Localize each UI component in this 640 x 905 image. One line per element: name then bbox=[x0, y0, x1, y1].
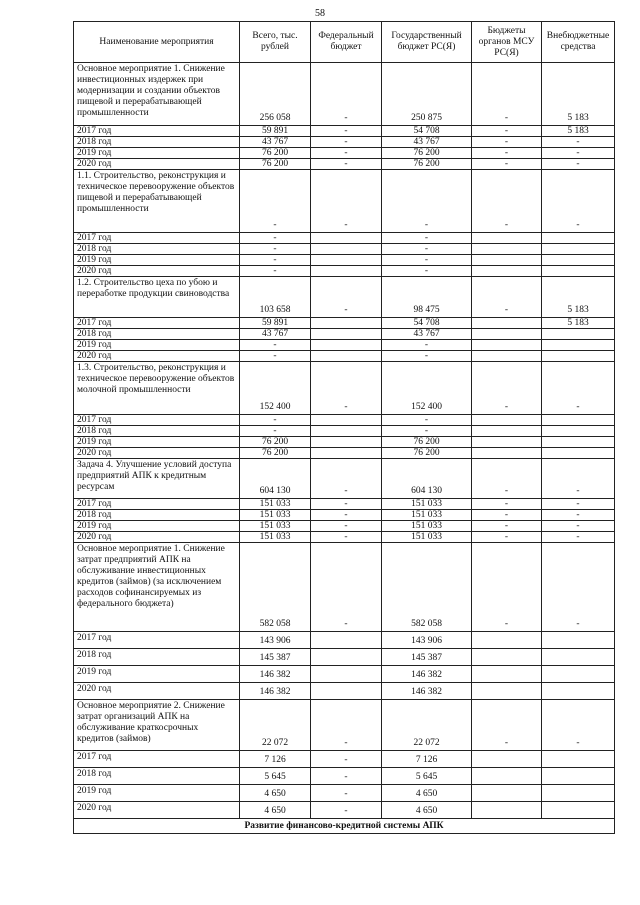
table-header-row bbox=[74, 22, 615, 63]
value-cell: - bbox=[311, 362, 382, 415]
value-cell: 151 033 bbox=[240, 521, 311, 532]
value-cell: - bbox=[542, 510, 615, 521]
value-cell bbox=[542, 683, 615, 700]
value-cell bbox=[542, 340, 615, 351]
value-cell: 22 072 bbox=[240, 700, 311, 751]
value-cell bbox=[311, 255, 382, 266]
table-year-row bbox=[74, 137, 615, 148]
table-year-row bbox=[74, 499, 615, 510]
value-cell: - bbox=[311, 521, 382, 532]
table-year-row bbox=[74, 244, 615, 255]
value-cell: - bbox=[311, 459, 382, 499]
table-year-row bbox=[74, 785, 615, 802]
value-cell: - bbox=[472, 510, 542, 521]
value-cell: - bbox=[311, 543, 382, 632]
value-cell: - bbox=[311, 751, 382, 768]
value-cell: 59 891 bbox=[240, 126, 311, 137]
table-footer-row bbox=[74, 819, 615, 834]
row-name-cell: 2018 год bbox=[74, 649, 240, 666]
value-cell: - bbox=[382, 426, 472, 437]
table-year-row bbox=[74, 329, 615, 340]
table-year-row bbox=[74, 266, 615, 277]
value-cell bbox=[311, 437, 382, 448]
value-cell bbox=[311, 329, 382, 340]
table-section-row bbox=[74, 700, 615, 751]
value-cell: - bbox=[311, 63, 382, 126]
value-cell: - bbox=[311, 700, 382, 751]
value-cell bbox=[542, 255, 615, 266]
table-year-row bbox=[74, 521, 615, 532]
table-section-row bbox=[74, 277, 615, 318]
value-cell bbox=[311, 649, 382, 666]
value-cell: 151 033 bbox=[240, 532, 311, 543]
value-cell: 5 183 bbox=[542, 63, 615, 126]
row-name-cell: 2020 год bbox=[74, 159, 240, 170]
value-cell: 582 058 bbox=[382, 543, 472, 632]
header-cell: Наименование мероприятия bbox=[74, 22, 240, 63]
value-cell: - bbox=[472, 63, 542, 126]
value-cell bbox=[472, 255, 542, 266]
table-year-row bbox=[74, 415, 615, 426]
value-cell: - bbox=[382, 233, 472, 244]
value-cell: - bbox=[472, 362, 542, 415]
row-name-cell: 2019 год bbox=[74, 785, 240, 802]
value-cell: - bbox=[472, 499, 542, 510]
row-name-cell: 2019 год bbox=[74, 666, 240, 683]
value-cell: - bbox=[542, 459, 615, 499]
row-name-cell: 2018 год bbox=[74, 510, 240, 521]
row-name-cell: 2018 год bbox=[74, 426, 240, 437]
table-year-row bbox=[74, 437, 615, 448]
value-cell: 582 058 bbox=[240, 543, 311, 632]
row-name-cell: 2020 год bbox=[74, 351, 240, 362]
value-cell bbox=[472, 415, 542, 426]
table-section-row bbox=[74, 170, 615, 233]
row-name-cell: 2017 год bbox=[74, 751, 240, 768]
value-cell: 151 033 bbox=[382, 499, 472, 510]
value-cell: 98 475 bbox=[382, 277, 472, 318]
header-cell: Бюджеты органов МСУ РС(Я) bbox=[472, 22, 542, 63]
value-cell: - bbox=[382, 415, 472, 426]
table-year-row bbox=[74, 683, 615, 700]
value-cell bbox=[472, 329, 542, 340]
value-cell: - bbox=[542, 543, 615, 632]
value-cell: - bbox=[542, 362, 615, 415]
value-cell bbox=[472, 666, 542, 683]
value-cell: 151 033 bbox=[382, 532, 472, 543]
value-cell bbox=[542, 233, 615, 244]
value-cell: - bbox=[542, 148, 615, 159]
value-cell bbox=[311, 244, 382, 255]
value-cell: 5 645 bbox=[382, 768, 472, 785]
value-cell: - bbox=[311, 785, 382, 802]
value-cell: - bbox=[472, 543, 542, 632]
budget-table bbox=[73, 21, 615, 834]
value-cell: 43 767 bbox=[382, 329, 472, 340]
row-name-cell: 2020 год bbox=[74, 266, 240, 277]
row-name-cell: 2020 год bbox=[74, 448, 240, 459]
value-cell: - bbox=[311, 126, 382, 137]
row-name-cell: Основное мероприятие 2. Снижение затрат организаций АПК на обслуживание краткосрочных кредитов (займов) bbox=[74, 700, 240, 751]
row-name-cell: 2017 год bbox=[74, 126, 240, 137]
value-cell: 4 650 bbox=[240, 802, 311, 819]
header-cell: Всего, тыс. рублей bbox=[240, 22, 311, 63]
value-cell: - bbox=[311, 159, 382, 170]
value-cell: - bbox=[311, 277, 382, 318]
value-cell: 76 200 bbox=[240, 448, 311, 459]
value-cell bbox=[542, 448, 615, 459]
value-cell bbox=[542, 785, 615, 802]
value-cell bbox=[472, 244, 542, 255]
row-name-cell: 2020 год bbox=[74, 802, 240, 819]
row-name-cell: 2020 год bbox=[74, 532, 240, 543]
value-cell: - bbox=[311, 148, 382, 159]
value-cell: 250 875 bbox=[382, 63, 472, 126]
value-cell: - bbox=[472, 700, 542, 751]
value-cell: - bbox=[240, 233, 311, 244]
value-cell: 5 645 bbox=[240, 768, 311, 785]
table-year-row bbox=[74, 318, 615, 329]
value-cell: - bbox=[240, 170, 311, 233]
value-cell: - bbox=[542, 700, 615, 751]
table-section-row bbox=[74, 63, 615, 126]
value-cell bbox=[311, 351, 382, 362]
value-cell: 145 387 bbox=[382, 649, 472, 666]
table-year-row bbox=[74, 126, 615, 137]
row-name-cell: 1.1. Строительство, реконструкция и техническое перевооружение объектов пищевой и перерабатывающей промышленности bbox=[74, 170, 240, 233]
value-cell bbox=[542, 802, 615, 819]
value-cell: - bbox=[240, 266, 311, 277]
table-year-row bbox=[74, 666, 615, 683]
value-cell: - bbox=[311, 802, 382, 819]
value-cell: 54 708 bbox=[382, 126, 472, 137]
value-cell: - bbox=[311, 768, 382, 785]
row-name-cell: Основное мероприятие 1. Снижение затрат предприятий АПК на обслуживание инвестиционных кредитов (займов) (за исключением расходов софинансируемых из федерального бюджета) bbox=[74, 543, 240, 632]
header-cell: Федеральный бюджет bbox=[311, 22, 382, 63]
header-cell: Государственный бюджет РС(Я) bbox=[382, 22, 472, 63]
value-cell bbox=[472, 351, 542, 362]
value-cell bbox=[472, 340, 542, 351]
value-cell: - bbox=[382, 255, 472, 266]
table-year-row bbox=[74, 802, 615, 819]
value-cell: - bbox=[311, 499, 382, 510]
value-cell: 76 200 bbox=[382, 448, 472, 459]
table-year-row bbox=[74, 448, 615, 459]
table-year-row bbox=[74, 510, 615, 521]
value-cell: - bbox=[472, 459, 542, 499]
value-cell bbox=[542, 437, 615, 448]
value-cell: - bbox=[311, 137, 382, 148]
value-cell bbox=[472, 768, 542, 785]
value-cell: 151 033 bbox=[382, 521, 472, 532]
value-cell: 22 072 bbox=[382, 700, 472, 751]
value-cell bbox=[542, 768, 615, 785]
row-name-cell: 2017 год bbox=[74, 499, 240, 510]
value-cell: 76 200 bbox=[240, 159, 311, 170]
value-cell: - bbox=[472, 277, 542, 318]
value-cell: - bbox=[240, 415, 311, 426]
page-number: 58 bbox=[315, 8, 325, 19]
table-year-row bbox=[74, 340, 615, 351]
value-cell: 4 650 bbox=[382, 785, 472, 802]
value-cell bbox=[542, 649, 615, 666]
value-cell: - bbox=[240, 340, 311, 351]
table-year-row bbox=[74, 426, 615, 437]
value-cell: 151 033 bbox=[240, 499, 311, 510]
value-cell bbox=[472, 649, 542, 666]
value-cell: - bbox=[382, 340, 472, 351]
value-cell: 152 400 bbox=[382, 362, 472, 415]
value-cell bbox=[311, 233, 382, 244]
row-name-cell: 2017 год bbox=[74, 632, 240, 649]
value-cell: - bbox=[240, 351, 311, 362]
value-cell bbox=[472, 233, 542, 244]
row-name-cell: 2018 год bbox=[74, 329, 240, 340]
value-cell: 76 200 bbox=[240, 437, 311, 448]
value-cell: 43 767 bbox=[240, 137, 311, 148]
row-name-cell: 2017 год bbox=[74, 318, 240, 329]
row-name-cell: Основное мероприятие 1. Снижение инвестиционных издержек при модернизации и создании объектов пищевой и перерабатывающей промышленности bbox=[74, 63, 240, 126]
header-cell: Внебюджетные средства bbox=[542, 22, 615, 63]
table-year-row bbox=[74, 649, 615, 666]
value-cell bbox=[472, 426, 542, 437]
table-year-row bbox=[74, 532, 615, 543]
row-name-cell: 2020 год bbox=[74, 683, 240, 700]
value-cell: - bbox=[311, 170, 382, 233]
value-cell: 76 200 bbox=[240, 148, 311, 159]
value-cell: 146 382 bbox=[382, 666, 472, 683]
value-cell: - bbox=[472, 137, 542, 148]
value-cell: 43 767 bbox=[382, 137, 472, 148]
value-cell: - bbox=[542, 532, 615, 543]
value-cell: 145 387 bbox=[240, 649, 311, 666]
table-year-row bbox=[74, 233, 615, 244]
value-cell bbox=[472, 632, 542, 649]
row-name-cell: 2019 год bbox=[74, 521, 240, 532]
value-cell: - bbox=[472, 148, 542, 159]
row-name-cell: 2017 год bbox=[74, 233, 240, 244]
value-cell bbox=[311, 415, 382, 426]
row-name-cell: 1.2. Строительство цеха по убою и переработке продукции свиноводства bbox=[74, 277, 240, 318]
value-cell bbox=[311, 666, 382, 683]
value-cell bbox=[542, 666, 615, 683]
value-cell: 604 130 bbox=[382, 459, 472, 499]
value-cell: - bbox=[382, 266, 472, 277]
value-cell: - bbox=[382, 351, 472, 362]
value-cell bbox=[472, 683, 542, 700]
value-cell: 43 767 bbox=[240, 329, 311, 340]
row-name-cell: 2019 год bbox=[74, 340, 240, 351]
value-cell bbox=[472, 448, 542, 459]
value-cell bbox=[311, 266, 382, 277]
table-body bbox=[74, 63, 615, 819]
value-cell: - bbox=[382, 170, 472, 233]
section-title: Развитие финансово-кредитной системы АПК bbox=[74, 819, 615, 834]
value-cell: 5 183 bbox=[542, 277, 615, 318]
table-section-row bbox=[74, 543, 615, 632]
value-cell: 604 130 bbox=[240, 459, 311, 499]
table-year-row bbox=[74, 255, 615, 266]
value-cell bbox=[472, 802, 542, 819]
value-cell bbox=[542, 266, 615, 277]
value-cell: 7 126 bbox=[240, 751, 311, 768]
value-cell bbox=[542, 632, 615, 649]
table-year-row bbox=[74, 768, 615, 785]
row-name-cell: 2018 год bbox=[74, 244, 240, 255]
value-cell bbox=[542, 351, 615, 362]
value-cell: - bbox=[240, 426, 311, 437]
value-cell: 151 033 bbox=[240, 510, 311, 521]
value-cell: 143 906 bbox=[382, 632, 472, 649]
value-cell: 146 382 bbox=[382, 683, 472, 700]
row-name-cell: 2019 год bbox=[74, 437, 240, 448]
row-name-cell: Задача 4. Улучшение условий доступа предприятий АПК к кредитным ресурсам bbox=[74, 459, 240, 499]
row-name-cell: 2017 год bbox=[74, 415, 240, 426]
value-cell bbox=[311, 426, 382, 437]
table-year-row bbox=[74, 632, 615, 649]
value-cell: - bbox=[542, 521, 615, 532]
value-cell: 7 126 bbox=[382, 751, 472, 768]
value-cell: 146 382 bbox=[240, 683, 311, 700]
value-cell: 4 650 bbox=[382, 802, 472, 819]
value-cell: 143 906 bbox=[240, 632, 311, 649]
value-cell bbox=[472, 751, 542, 768]
value-cell: - bbox=[472, 159, 542, 170]
value-cell bbox=[311, 318, 382, 329]
value-cell bbox=[542, 329, 615, 340]
table-section-row bbox=[74, 362, 615, 415]
value-cell: - bbox=[311, 532, 382, 543]
value-cell bbox=[311, 632, 382, 649]
value-cell: - bbox=[472, 521, 542, 532]
value-cell: 152 400 bbox=[240, 362, 311, 415]
table-year-row bbox=[74, 159, 615, 170]
value-cell: 5 183 bbox=[542, 126, 615, 137]
value-cell: - bbox=[542, 137, 615, 148]
value-cell bbox=[542, 751, 615, 768]
value-cell: - bbox=[472, 532, 542, 543]
value-cell bbox=[472, 437, 542, 448]
value-cell bbox=[542, 415, 615, 426]
row-name-cell: 2019 год bbox=[74, 148, 240, 159]
value-cell bbox=[472, 318, 542, 329]
value-cell bbox=[311, 683, 382, 700]
value-cell bbox=[311, 448, 382, 459]
value-cell bbox=[542, 426, 615, 437]
value-cell: - bbox=[472, 170, 542, 233]
value-cell: - bbox=[472, 126, 542, 137]
table-year-row bbox=[74, 351, 615, 362]
value-cell: - bbox=[311, 510, 382, 521]
value-cell: 146 382 bbox=[240, 666, 311, 683]
value-cell: - bbox=[542, 170, 615, 233]
value-cell bbox=[542, 244, 615, 255]
value-cell bbox=[311, 340, 382, 351]
value-cell: 103 658 bbox=[240, 277, 311, 318]
value-cell: 4 650 bbox=[240, 785, 311, 802]
row-name-cell: 2018 год bbox=[74, 137, 240, 148]
value-cell: - bbox=[240, 244, 311, 255]
value-cell: 151 033 bbox=[382, 510, 472, 521]
value-cell: - bbox=[240, 255, 311, 266]
value-cell: 59 891 bbox=[240, 318, 311, 329]
value-cell: 256 058 bbox=[240, 63, 311, 126]
value-cell: 54 708 bbox=[382, 318, 472, 329]
value-cell: 5 183 bbox=[542, 318, 615, 329]
value-cell: - bbox=[382, 244, 472, 255]
table-year-row bbox=[74, 148, 615, 159]
row-name-cell: 2019 год bbox=[74, 255, 240, 266]
value-cell: 76 200 bbox=[382, 437, 472, 448]
value-cell bbox=[472, 266, 542, 277]
value-cell: - bbox=[542, 499, 615, 510]
value-cell: 76 200 bbox=[382, 148, 472, 159]
table-year-row bbox=[74, 751, 615, 768]
value-cell bbox=[472, 785, 542, 802]
value-cell: - bbox=[542, 159, 615, 170]
row-name-cell: 1.3. Строительство, реконструкция и техническое перевооружение объектов молочной промышленности bbox=[74, 362, 240, 415]
row-name-cell: 2018 год bbox=[74, 768, 240, 785]
value-cell: 76 200 bbox=[382, 159, 472, 170]
table-section-row bbox=[74, 459, 615, 499]
